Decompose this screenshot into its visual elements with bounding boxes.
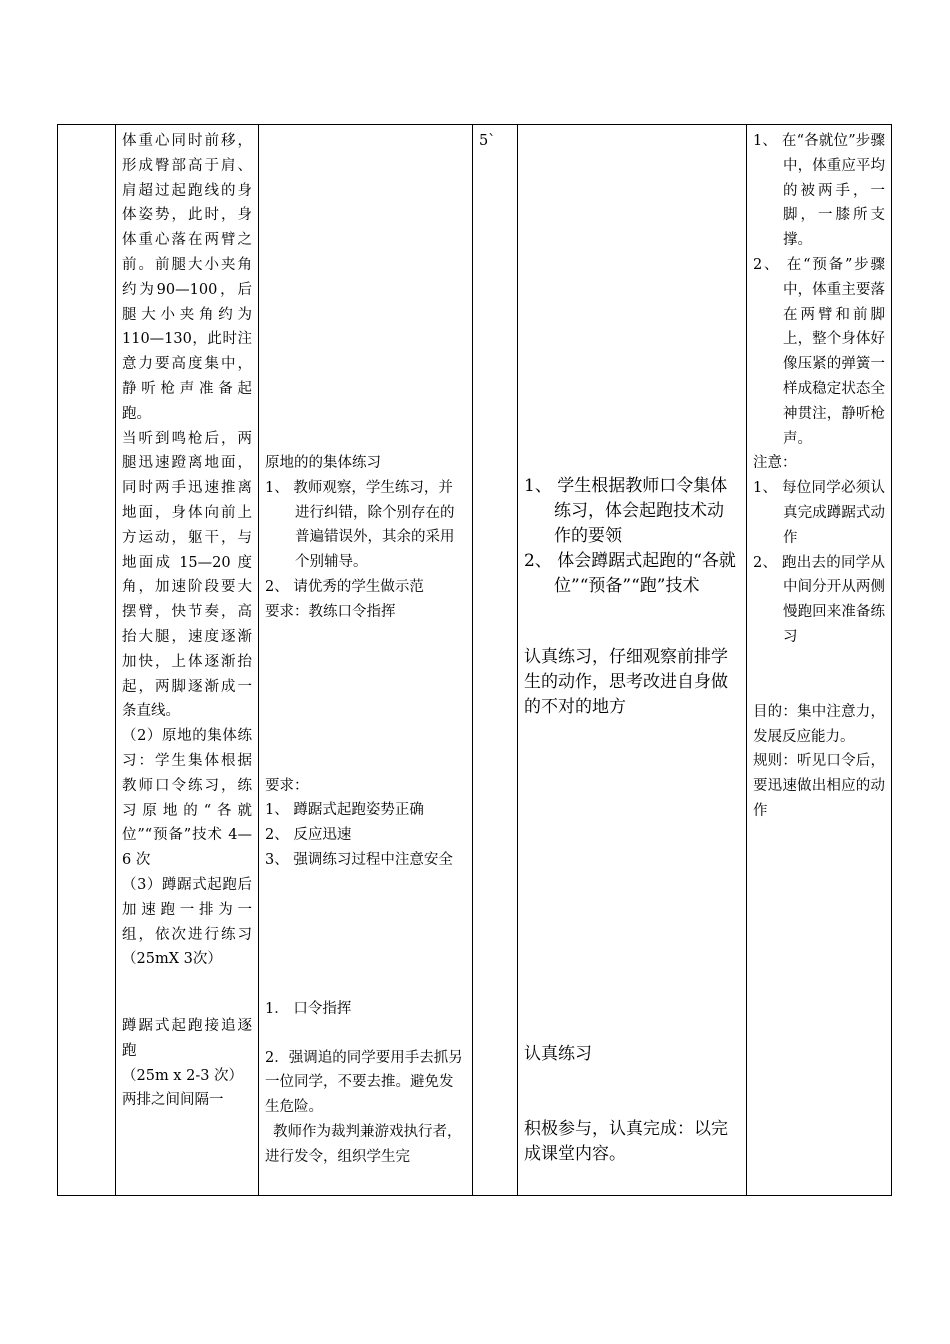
content-paragraph: 体重心同时前移，形成臀部高于肩、肩超过起跑线的身体姿势，此时，身体重心落在两臂之前。前腿大小夹角约为90—100，后腿大小夹角约为 110—130，此时注意力要高度集中，静听枪声准备起跑。 <box>122 133 252 422</box>
requirement-item: 3、 强调练习过程中注意安全 <box>265 851 453 868</box>
teacher-title: 原地的的集体练习 <box>265 455 381 471</box>
content-paragraph: 两排之间间隔一 <box>122 1092 224 1109</box>
content-paragraph: （3）蹲踞式起跑后加速跑一排为一组，依次进行练习（25mX 3次） <box>122 876 252 968</box>
note-item: 2、 在“预备”步骤中，体重主要落在两臂和前脚上，整个身体好像压紧的弹簧一样成稳定状态全神贯注，静听枪声。 <box>753 256 885 447</box>
content-paragraph: 当听到鸣枪后，两腿迅速蹬离地面，同时两手迅速推离地面，身体向前上方运动，躯干，与地面成 15—20 度角，加速阶段要大摆臂，快节奏，高抬大腿，速度逐渐加快，上体逐渐抬起，两脚逐渐成一条直线。 <box>122 430 252 720</box>
student-item: 1、 学生根据教师口令集体练习，体会起跑技术动作的要领 <box>524 476 728 546</box>
teacher-requirement: 要求：教练口令指挥 <box>265 603 396 620</box>
requirement-item: 2、 反应迅速 <box>265 827 352 844</box>
student-paragraph: 认真练习，仔细观察前排学生的动作，思考改进自身做的不对的地方 <box>524 647 728 717</box>
col-teacher-cell <box>259 125 473 1196</box>
rule-text: 规则：听见口令后，要迅速做出相应的动作 <box>753 753 885 819</box>
content-paragraph: 蹲踞式起跑接追逐跑 <box>122 1018 252 1059</box>
col-section-cell <box>58 125 116 1196</box>
teacher-item: 1、 教师观察，学生练习，并进行纠错，除个别存在的普遍错误外，其余的采用个别辅导。 <box>265 479 455 571</box>
requirement-title: 要求： <box>265 777 309 794</box>
col-notes-cell <box>747 125 892 1196</box>
table-row <box>58 125 892 1196</box>
note-item: 1、 在“各就位”步骤中，体重应平均的被两手，一脚，一膝所支撑。 <box>753 133 885 249</box>
student-paragraph: 积极参与，认真完成：以完成课堂内容。 <box>524 1119 728 1164</box>
student-item: 2、 体会蹲踞式起跑的“各就位”“预备”“跑”技术 <box>524 551 736 596</box>
col-content-cell <box>116 125 259 1196</box>
command-item: 1． 口令指挥 <box>265 1000 352 1017</box>
teacher-role: 教师作为裁判兼游戏执行者，进行发令，组织学生完 <box>265 1123 462 1165</box>
note-item: 1、 每位同学必须认真完成蹲踞式动作 <box>753 480 885 546</box>
safety-note: 2．强调追的同学要用手去抓另一位同学，不要去推。避免发生危险。 <box>265 1049 463 1116</box>
note-title: 注意： <box>753 455 797 472</box>
note-item: 2、 跑出去的同学从中间分开从两侧慢跑回来准备练习 <box>753 554 885 645</box>
teacher-item: 2、 请优秀的学生做示范 <box>265 578 424 595</box>
requirement-item: 1、 蹲踞式起跑姿势正确 <box>265 802 424 819</box>
col-student-cell <box>518 125 747 1196</box>
time-value: 5` <box>479 133 496 149</box>
goal-text: 目的：集中注意力，发展反应能力。 <box>753 703 885 745</box>
col-time-cell <box>473 125 518 1196</box>
content-paragraph: （2）原地的集体练习：学生集体根据教师口令练习，练习原地的“各就位”“预备”技术 4—6 次 <box>122 728 252 869</box>
student-paragraph: 认真练习 <box>524 1044 592 1064</box>
lesson-plan-table <box>57 124 892 1196</box>
content-paragraph: （25m x 2-3 次） <box>122 1067 244 1084</box>
